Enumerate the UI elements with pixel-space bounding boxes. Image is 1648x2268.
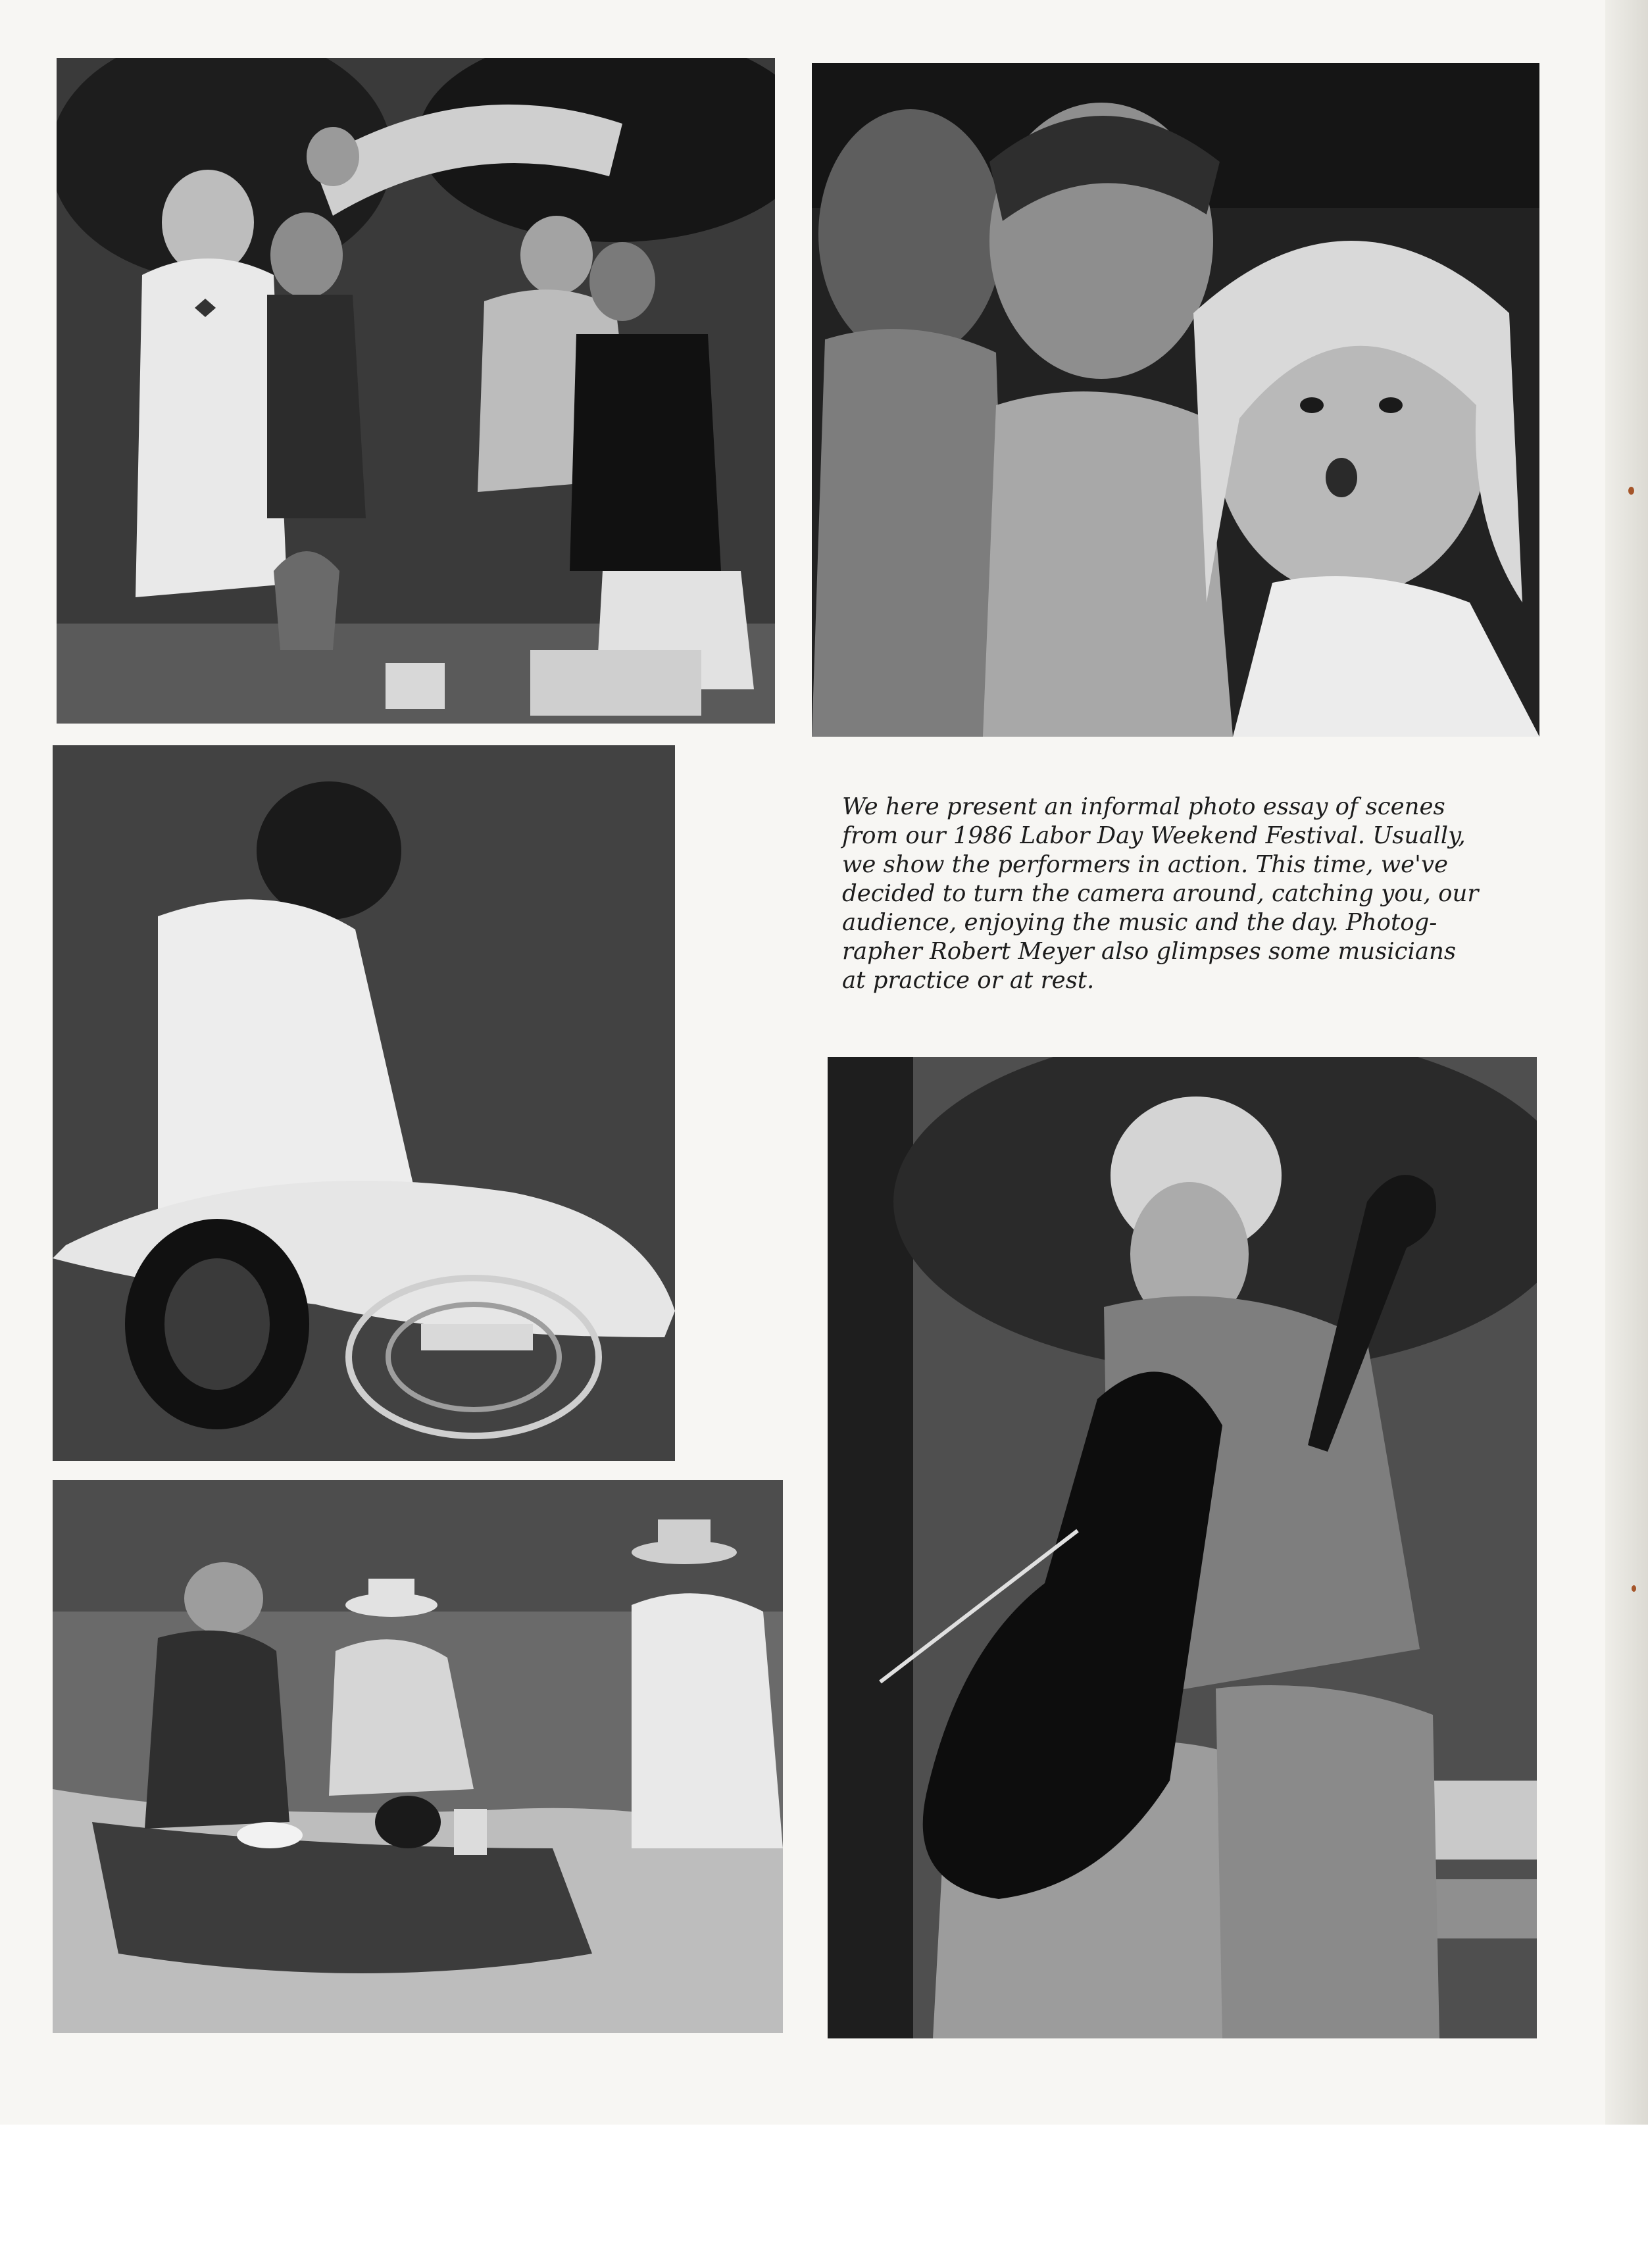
- photo-children-watching: [812, 63, 1539, 737]
- caption-line: rapher Robert Meyer also glimpses some musicians: [842, 938, 1457, 965]
- caption-line: We here present an informal photo essay of scenes: [842, 793, 1445, 820]
- photo-woman-with-french-horn: [53, 745, 675, 1461]
- scan-stain: [1632, 1585, 1636, 1592]
- scan-margin: [0, 2125, 1648, 2268]
- photo-picnic-blanket: [53, 1480, 783, 2033]
- scan-stain: [1628, 487, 1634, 495]
- caption-line: we show the performers in action. This time, we've: [842, 851, 1449, 878]
- caption-line: audience, enjoying the music and the day. Photog-: [842, 909, 1437, 936]
- photo-cellist-practicing: [828, 1057, 1537, 2038]
- photo-picnic-under-tent: [57, 58, 775, 724]
- caption-line: decided to turn the camera around, catching you, our: [842, 880, 1479, 907]
- photo-essay-caption: [842, 793, 1507, 995]
- caption-line: at practice or at rest.: [842, 967, 1095, 994]
- page-edge-shadow: [1605, 0, 1648, 2125]
- caption-line: from our 1986 Labor Day Weekend Festival. Usually,: [842, 822, 1466, 849]
